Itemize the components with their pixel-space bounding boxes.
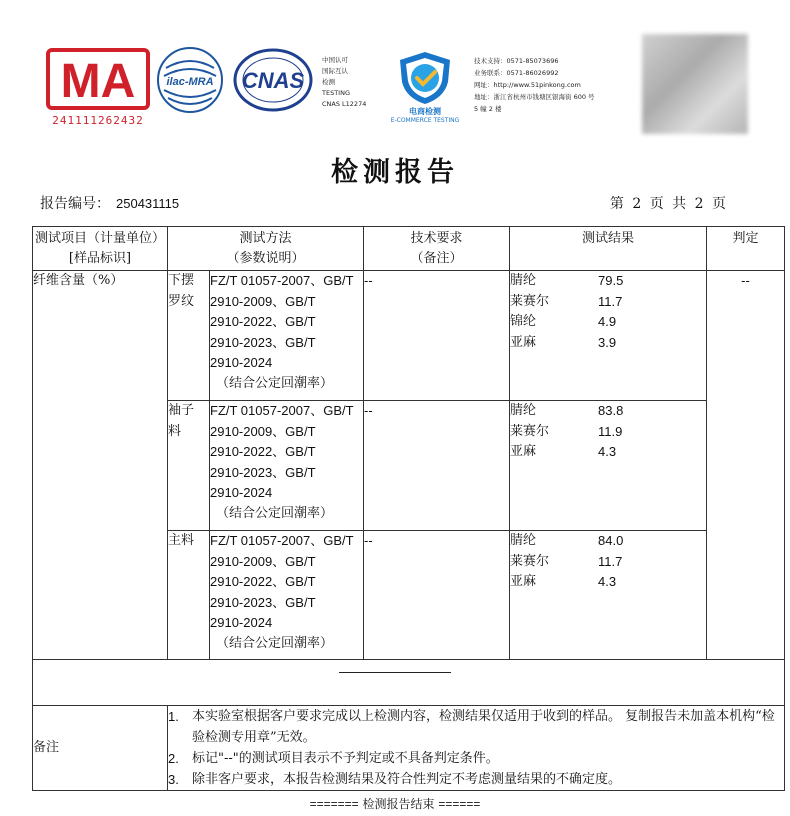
empty-cell: [33, 660, 785, 706]
page-title: 检测报告: [331, 157, 459, 188]
results-table: [32, 226, 785, 791]
result-cell: [510, 271, 707, 401]
note-item: 1. 本实验室根据客户要求完成以上检测内容，检测结果仅适用于收到的样品。 复制报告未加盖本机构“检验检测专用章”无效。: [168, 709, 775, 745]
ec-label-en: E-COMMERCE TESTING: [390, 117, 460, 124]
note-item: 3. 除非客户要求，本报告检测结果及符合性判定不考虑测量结果的不确定度。: [168, 772, 622, 787]
report-header: [46, 38, 746, 138]
requirement-cell: --: [364, 531, 510, 660]
requirement-cell: --: [364, 271, 510, 401]
result-row: 莱赛尔 11.7: [510, 293, 623, 309]
ilac-mra-logo: [156, 46, 224, 114]
result-row: 腈纶 84.0: [510, 533, 624, 548]
separator-line: [339, 672, 451, 673]
report-number-label: 报告编号：: [40, 196, 110, 212]
page-indicator: 第 2 页 共 2 页: [609, 196, 726, 212]
result-row: 莱赛尔 11.7: [510, 553, 623, 569]
item-name: 纤维含量（%）: [33, 271, 168, 660]
notes-row: [33, 706, 785, 791]
svg-text:MA: MA: [60, 55, 136, 108]
judge-cell: --: [707, 271, 785, 660]
result-row: 莱赛尔 11.9: [510, 423, 623, 439]
report-number-value: 250431115: [116, 196, 180, 211]
header-item: 测试项目（计量单位） [样品标识]: [33, 227, 168, 271]
blurred-qr-code: [642, 34, 748, 134]
report-number: [40, 193, 179, 213]
result-row: 亚麻 4.3: [510, 574, 617, 589]
method-cell: FZ/T 01057-2007、GB/T 2910-2009、GB/T 2910-2022、GB/T 2910-2023、GB/T 2910-2024 （结合公定回潮率）: [210, 531, 364, 660]
ec-label-cn: 电商检测: [409, 107, 441, 116]
shield-check-icon: [390, 50, 460, 106]
requirement-cell: --: [364, 401, 510, 531]
contact-info: 技术支持：0571-85073696 业务联系：0571-86026992 网址：http://www.51pinkong.com 地址：浙江省杭州市钱塘区银海街 600 号 5 幢 2 楼: [474, 57, 595, 113]
result-row: 腈纶 79.5: [510, 273, 624, 288]
header-requirement: 技术要求 （备注）: [364, 227, 510, 271]
table-header-row: [33, 227, 785, 271]
svg-text:ilac-MRA: ilac-MRA: [166, 76, 214, 88]
result-row: 腈纶 83.8: [510, 403, 624, 418]
sample-label: 下摆 罗纹: [168, 271, 210, 401]
result-cell: [510, 531, 707, 660]
header-method: 测试方法 （参数说明）: [168, 227, 364, 271]
report-end-footer: ======= 检测报告结束 ======: [309, 797, 481, 811]
result-row: 亚麻 3.9: [510, 334, 617, 350]
table-row-empty: [33, 660, 785, 706]
cnas-logo: [232, 46, 314, 114]
result-row: 亚麻 4.3: [510, 444, 617, 459]
result-cell: [510, 401, 707, 531]
svg-text:CNAS: CNAS: [241, 68, 305, 93]
sample-label: 袖子 料: [168, 401, 210, 531]
notes-cell: [168, 706, 785, 791]
ma-logo: [46, 48, 150, 110]
cnas-caption: 中国认可 国际互认 检测 TESTING CNAS L12274: [322, 56, 367, 108]
sample-label: 主料: [168, 531, 210, 660]
method-cell: FZ/T 01057-2007、GB/T 2910-2009、GB/T 2910-2022、GB/T 2910-2023、GB/T 2910-2024 （结合公定回潮率）: [210, 401, 364, 531]
method-cell: FZ/T 01057-2007、GB/T 2910-2009、GB/T 2910-2022、GB/T 2910-2023、GB/T 2910-2024 （结合公定回潮率）: [210, 271, 364, 401]
ma-number: 241111262432: [52, 114, 144, 127]
header-result: 测试结果: [510, 227, 707, 271]
note-item: 2. 标记"--"的测试项目表示不予判定或不具备判定条件。: [168, 751, 499, 766]
header-judge: 判定: [707, 227, 785, 271]
result-row: 锦纶 4.9: [510, 314, 617, 329]
table-row: [33, 271, 785, 401]
notes-label: 备注: [33, 706, 168, 791]
